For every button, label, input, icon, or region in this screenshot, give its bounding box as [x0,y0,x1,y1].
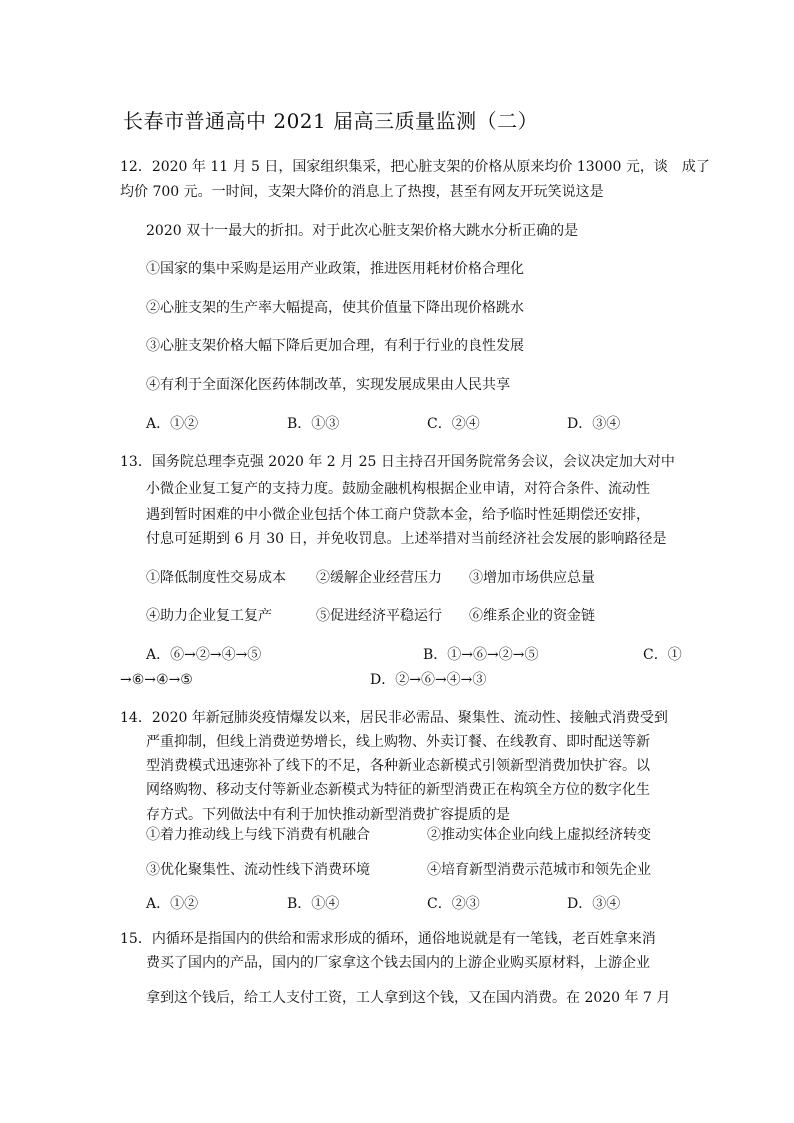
q12-option-4: ④有利于全面深化医药体制改革，实现发展成果由人民共享 [146,377,510,393]
q14-stem-line-2: 严重抑制，但线上消费逆势增长，线上购物、外卖订餐、在线教育、即时配送等新 [146,734,650,750]
q13-stem-line-4: 付息可延期到 6 月 30 日，并免收罚息。上述举措对当前经济社会发展的影响路径是 [146,531,667,547]
q14-answer-c: C．②③ [427,896,480,912]
q14-option-4: ④培育新型消费示范城市和领先企业 [427,862,651,878]
q12-answer-a: A．①② [146,416,199,432]
q15-stem-line-3: 拿到这个钱后，给工人支付工资，工人拿到这个钱，又在国内消费。在 2020 年 7 月 [146,990,671,1006]
q14-option-1: ①着力推动线上与线下消费有机融合 [146,827,370,843]
q13-answer-b: B．①→⑥→②→⑤ [423,647,539,663]
q13-answer-d: D．②→⑥→④→③ [370,672,487,688]
q13-item-5: ⑤促进经济平稳运行 [316,608,442,624]
q15-stem-line-1: 15．内循环是指国内的供给和需求形成的循环，通俗地说就是有一笔钱，老百姓拿来消 [120,931,656,947]
q13-stem-line-3: 遇到暂时困难的中小微企业包括个体工商户贷款本金，给予临时性延期偿还安排， [146,507,650,523]
q14-answer-d: D．③④ [567,896,621,912]
q12-stem-line-2: 均价 700 元。一时间，支架大降价的消息上了热搜，甚至有网友开玩笑说这是 [120,184,604,200]
q12-stem-line-1: 12．2020 年 11 月 5 日，国家组织集采，把心脏支架的价格从原来均价 13000 元，谈 成了 [120,159,710,175]
q12-answer-c: C．②④ [427,416,480,432]
q14-stem-line-1: 14．2020 年新冠肺炎疫情爆发以来，居民非必需品、聚集性、流动性、接触式消费受到 [120,710,668,726]
q14-answer-a: A．①② [146,896,199,912]
q14-stem-line-4: 网络购物、移动支付等新业态新模式为特征的新型消费正在构筑全方位的数字化生 [146,782,650,798]
q14-option-3: ③优化聚集性、流动性线下消费环境 [146,862,370,878]
q13-answer-a: A．⑥→②→④→⑤ [146,647,262,663]
q13-answer-c-start: C．① [643,647,682,663]
q13-stem-line-1: 13．国务院总理李克强 2020 年 2 月 25 日主持召开国务院常务会议，会议决定加大对中 [120,454,675,470]
q12-answer-d: D．③④ [567,416,621,432]
q13-stem-line-2: 小微企业复工复产的支持力度。鼓励金融机构根据企业申请，对符合条件、流动性 [146,481,650,497]
page-title: 长春市普通高中 2021 届高三质量监测（二） [123,109,539,133]
q13-item-6: ⑥维系企业的资金链 [469,608,595,624]
q13-item-3: ③增加市场供应总量 [469,570,595,586]
q15-stem-line-2: 费买了国内的产品，国内的厂家拿这个钱去国内的上游企业购买原材料，上游企业 [146,955,650,971]
q14-option-2: ②推动实体企业向线上虚拟经济转变 [427,827,651,843]
q13-item-1: ①降低制度性交易成本 [146,570,286,586]
q13-item-2: ②缓解企业经营压力 [316,570,442,586]
q12-option-3: ③心脏支架价格大幅下降后更加合理，有利于行业的良性发展 [146,338,524,354]
q13-answer-c-end: →⑥→④→⑤ [120,672,193,688]
q12-option-1: ①国家的集中采购是运用产业政策，推进医用耗材价格合理化 [146,261,524,277]
q14-stem-line-3: 型消费模式迅速弥补了线下的不足，各种新业态新模式引领新型消费加快扩容。以 [146,758,650,774]
q13-item-4: ④助力企业复工复产 [146,608,272,624]
q12-answer-b: B．①③ [287,416,340,432]
q14-stem-line-5: 存方式。下列做法中有利于加快推动新型消费扩容提质的是 [146,807,510,823]
q12-option-2: ②心脏支架的生产率大幅提高，使其价值量下降出现价格跳水 [146,300,524,316]
q14-answer-b: B．①④ [287,896,340,912]
q12-stem-line-3: 2020 双十一最大的折扣。对于此次心脏支架价格大跳水分析正确的是 [146,223,579,239]
